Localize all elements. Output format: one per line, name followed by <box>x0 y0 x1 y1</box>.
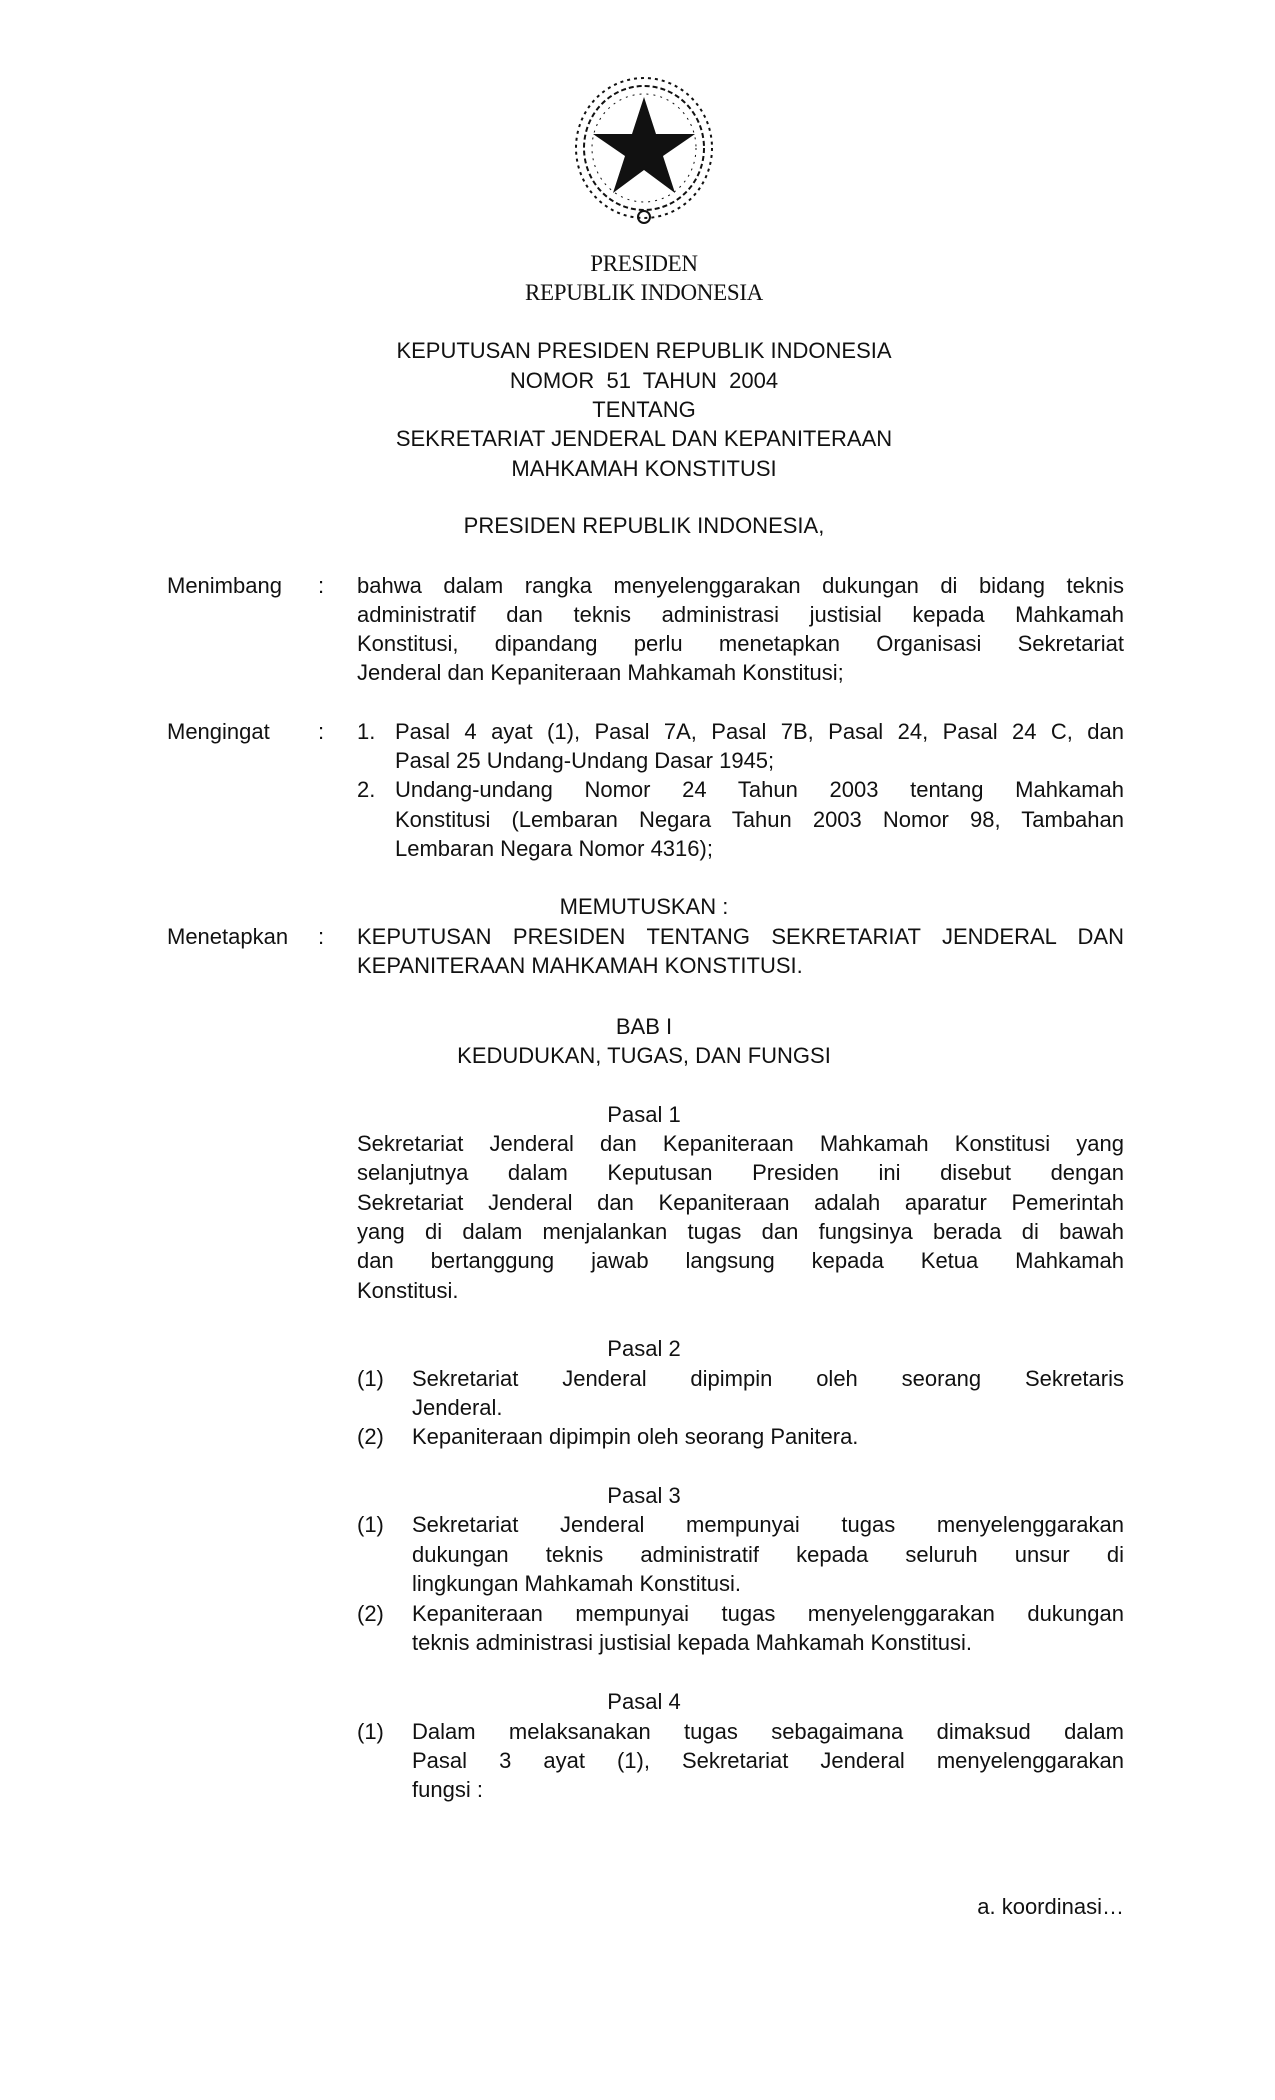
pasal-1-line: dan bertanggung jawab langsung kepada Ketua Mahkamah <box>357 1248 1124 1273</box>
ayat-number: (2) <box>357 1601 384 1626</box>
menimbang-line: administratif dan teknis administrasi justisial kepada Mahkamah <box>357 602 1124 627</box>
pasal-1-line: yang di dalam menjalankan tugas dan fungsinya berada di bawah <box>357 1219 1124 1244</box>
decree-subject: SEKRETARIAT JENDERAL DAN KEPANITERAAN <box>395 426 893 451</box>
colon: : <box>318 719 325 744</box>
decree-title: KEPUTUSAN PRESIDEN REPUBLIK INDONESIA <box>396 338 892 363</box>
pasal-4-line: Dalam melaksanakan tugas sebagaimana dimaksud dalam <box>412 1719 1124 1744</box>
garuda-star-wreath-emblem-icon <box>569 72 719 228</box>
mengingat-line: Pasal 4 ayat (1), Pasal 7A, Pasal 7B, Pasal 24, Pasal 24 C, dan <box>395 719 1124 744</box>
pasal-1-line: Sekretariat Jenderal dan Kepaniteraan adalah aparatur Pemerintah <box>357 1190 1124 1215</box>
bab-title: BAB I <box>615 1014 673 1039</box>
memutuskan-heading: MEMUTUSKAN : <box>559 894 729 919</box>
colon: : <box>318 924 325 949</box>
mengingat-line: Undang-undang Nomor 24 Tahun 2003 tentang Mahkamah <box>395 777 1124 802</box>
pasal-1-line: selanjutnya dalam Keputusan Presiden ini disebut dengan <box>357 1160 1124 1185</box>
pasal-1-title: Pasal 1 <box>607 1102 681 1127</box>
mengingat-line: Lembaran Negara Nomor 4316); <box>395 836 713 861</box>
ayat-number: (1) <box>357 1366 384 1391</box>
pasal-3-line: teknis administrasi justisial kepada Mahkamah Konstitusi. <box>412 1630 973 1655</box>
pasal-2-line: Jenderal. <box>412 1395 503 1420</box>
pasal-3-line: Kepaniteraan mempunyai tugas menyelenggarakan dukungan <box>412 1601 1124 1626</box>
menetapkan-label: Menetapkan <box>167 924 289 949</box>
menetapkan-line: KEPANITERAAN MAHKAMAH KONSTITUSI. <box>357 953 803 978</box>
ayat-number: (1) <box>357 1719 384 1744</box>
menimbang-label: Menimbang <box>167 573 282 598</box>
pasal-1-line: Konstitusi. <box>357 1278 459 1303</box>
list-number: 1. <box>357 719 376 744</box>
bab-subtitle: KEDUDUKAN, TUGAS, DAN FUNGSI <box>457 1043 831 1068</box>
header-republik-indonesia: REPUBLIK INDONESIA <box>524 280 763 305</box>
mengingat-label: Mengingat <box>167 719 270 744</box>
pasal-3-line: lingkungan Mahkamah Konstitusi. <box>412 1571 741 1596</box>
decree-tentang: TENTANG <box>592 397 696 422</box>
header-presiden: PRESIDEN <box>590 251 698 276</box>
continuation-marker: a. koordinasi… <box>977 1894 1124 1919</box>
opening: PRESIDEN REPUBLIK INDONESIA, <box>463 513 825 538</box>
menimbang-line: bahwa dalam rangka menyelenggarakan dukungan di bidang teknis <box>357 573 1124 598</box>
pasal-2-line: Kepaniteraan dipimpin oleh seorang Panitera. <box>412 1424 859 1449</box>
decree-subject-2: MAHKAMAH KONSTITUSI <box>511 456 777 481</box>
menimbang-line: Jenderal dan Kepaniteraan Mahkamah Konstitusi; <box>357 660 844 685</box>
mengingat-line: Pasal 25 Undang-Undang Dasar 1945; <box>395 748 775 773</box>
ayat-number: (2) <box>357 1424 384 1449</box>
pasal-4-line: fungsi : <box>412 1777 483 1802</box>
pasal-1-line: Sekretariat Jenderal dan Kepaniteraan Mahkamah Konstitusi yang <box>357 1131 1124 1156</box>
pasal-3-line: dukungan teknis administratif kepada seluruh unsur di <box>412 1542 1124 1567</box>
pasal-3-title: Pasal 3 <box>607 1483 681 1508</box>
pasal-3-line: Sekretariat Jenderal mempunyai tugas menyelenggarakan <box>412 1512 1124 1537</box>
menetapkan-line: KEPUTUSAN PRESIDEN TENTANG SEKRETARIAT JENDERAL DAN <box>357 924 1124 949</box>
mengingat-line: Konstitusi (Lembaran Negara Tahun 2003 Nomor 98, Tambahan <box>395 807 1124 832</box>
list-number: 2. <box>357 777 376 802</box>
colon: : <box>318 573 325 598</box>
decree-number: NOMOR 51 TAHUN 2004 <box>509 368 779 393</box>
pasal-2-title: Pasal 2 <box>607 1336 681 1361</box>
pasal-4-title: Pasal 4 <box>607 1689 681 1714</box>
pasal-4-line: Pasal 3 ayat (1), Sekretariat Jenderal menyelenggarakan <box>412 1748 1124 1773</box>
menimbang-line: Konstitusi, dipandang perlu menetapkan Organisasi Sekretariat <box>357 631 1124 656</box>
ayat-number: (1) <box>357 1512 384 1537</box>
pasal-2-line: Sekretariat Jenderal dipimpin oleh seorang Sekretaris <box>412 1366 1124 1391</box>
